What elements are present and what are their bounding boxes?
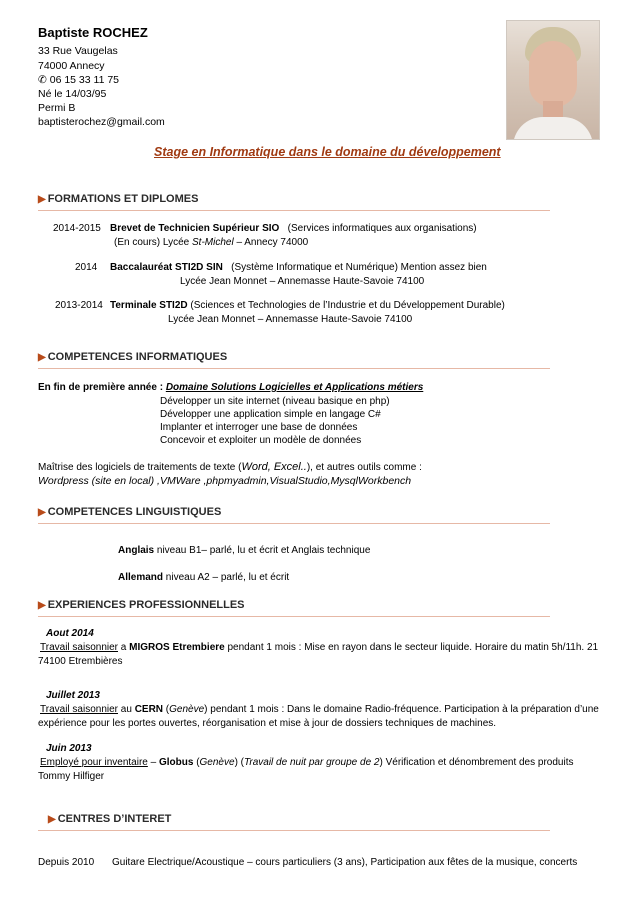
interet-since: Depuis 2010: [38, 857, 95, 868]
triangle-right-icon: ▶: [38, 352, 46, 363]
formation-line: Baccalauréat STI2D SIN (Système Informatique et Numérique) Mention assez bien: [110, 262, 487, 273]
experience-date: Juillet 2013: [46, 690, 100, 701]
separator: [38, 616, 550, 617]
phone-icon: ✆: [38, 74, 47, 86]
separator: [38, 830, 550, 831]
formation-line: Brevet de Technicien Supérieur SIO (Services informatiques aux organisations): [110, 223, 477, 234]
formation-line: Terminale STI2D (Sciences et Technologies de l’Industrie et du Développement Durable): [110, 300, 505, 311]
formation-school: Lycée Jean Monnet – Annemasse Haute-Savoie 74100: [168, 314, 413, 325]
driving-license: Permi B: [38, 102, 76, 114]
competence-item: Concevoir et exploiter un modèle de données: [160, 435, 362, 446]
address: 33 Rue Vaugelas: [38, 45, 118, 57]
objective-title: Stage en Informatique dans le domaine du développement: [154, 145, 501, 159]
triangle-right-icon: ▶: [38, 600, 46, 611]
triangle-right-icon: ▶: [38, 194, 46, 205]
competence-item: Développer un site internet (niveau basique en php): [160, 396, 390, 407]
experience-line2: 74100 Etrembières: [38, 656, 123, 667]
profile-photo: [506, 20, 600, 140]
formation-school: (En cours) Lycée St-Michel – Annecy 74000: [114, 237, 309, 248]
birth-date: Né le 14/03/95: [38, 88, 107, 100]
triangle-right-icon: ▶: [38, 507, 46, 518]
experience-line: Travail saisonnier au CERN (Genève) pendant 1 mois : Dans le domaine Radio-fréquence. Participation à la préparation d’une: [40, 704, 599, 715]
formation-years: 2014: [75, 262, 98, 273]
formation-school: Lycée Jean Monnet – Annemasse Haute-Savoie 74100: [180, 276, 425, 287]
section-competences-info: ▶ COMPETENCES INFORMATIQUES: [38, 351, 228, 363]
language-line: Allemand niveau A2 – parlé, lu et écrit: [118, 572, 290, 583]
language-line: Anglais niveau B1– parlé, lu et écrit et Anglais technique: [118, 545, 371, 556]
experience-date: Juin 2013: [46, 743, 92, 754]
logiciels-line: Maîtrise des logiciels de traitements de texte (Word, Excel..), et autres outils comme :: [38, 461, 422, 473]
experience-line2: expérience pour les portes ouvertes, réorganisation et mise à jour de dossiers techniques de machines.: [38, 718, 497, 729]
phone-number: 06 15 33 11 75: [49, 74, 120, 86]
section-experiences: ▶ EXPERIENCES PROFESSIONNELLES: [38, 599, 245, 611]
phone-line: [38, 74, 119, 86]
competence-item: Implanter et interroger une base de données: [160, 422, 358, 433]
outils-line: Wordpress (site en local) ,VMWare ,phpmyadmin,VisualStudio,MysqlWorkbench: [38, 475, 412, 487]
section-competences-ling: ▶ COMPETENCES LINGUISTIQUES: [38, 506, 222, 518]
formation-years: 2013-2014: [55, 300, 103, 311]
competence-item: Développer une application simple en langage C#: [160, 409, 381, 420]
experience-date: Aout 2014: [46, 628, 94, 639]
candidate-name: Baptiste ROCHEZ: [38, 25, 148, 40]
competences-intro: En fin de première année : Domaine Solutions Logicielles et Applications métiers: [38, 382, 424, 393]
experience-line: Employé pour inventaire – Globus (Genève) (Travail de nuit par groupe de 2) Vérification et dénombrement des produits: [40, 757, 574, 768]
city: 74000 Annecy: [38, 60, 105, 72]
interet-text: Guitare Electrique/Acoustique – cours particuliers (3 ans), Participation aux fêtes de la musique, concerts: [112, 857, 578, 868]
email[interactable]: baptisterochez@gmail.com: [38, 116, 165, 128]
separator: [38, 210, 550, 211]
triangle-right-icon: ▶: [48, 814, 56, 825]
formation-years: 2014-2015: [53, 223, 101, 234]
section-formations: ▶ FORMATIONS ET DIPLOMES: [38, 193, 199, 205]
experience-line2: Tommy Hilfiger: [38, 771, 105, 782]
section-interets: ▶ CENTRES D’INTERET: [48, 813, 172, 825]
separator: [38, 368, 550, 369]
separator: [38, 523, 550, 524]
experience-line: Travail saisonnier a MIGROS Etrembiere pendant 1 mois : Mise en rayon dans le secteur liquide. Horaire du matin 5h/11h. 21: [40, 642, 599, 653]
